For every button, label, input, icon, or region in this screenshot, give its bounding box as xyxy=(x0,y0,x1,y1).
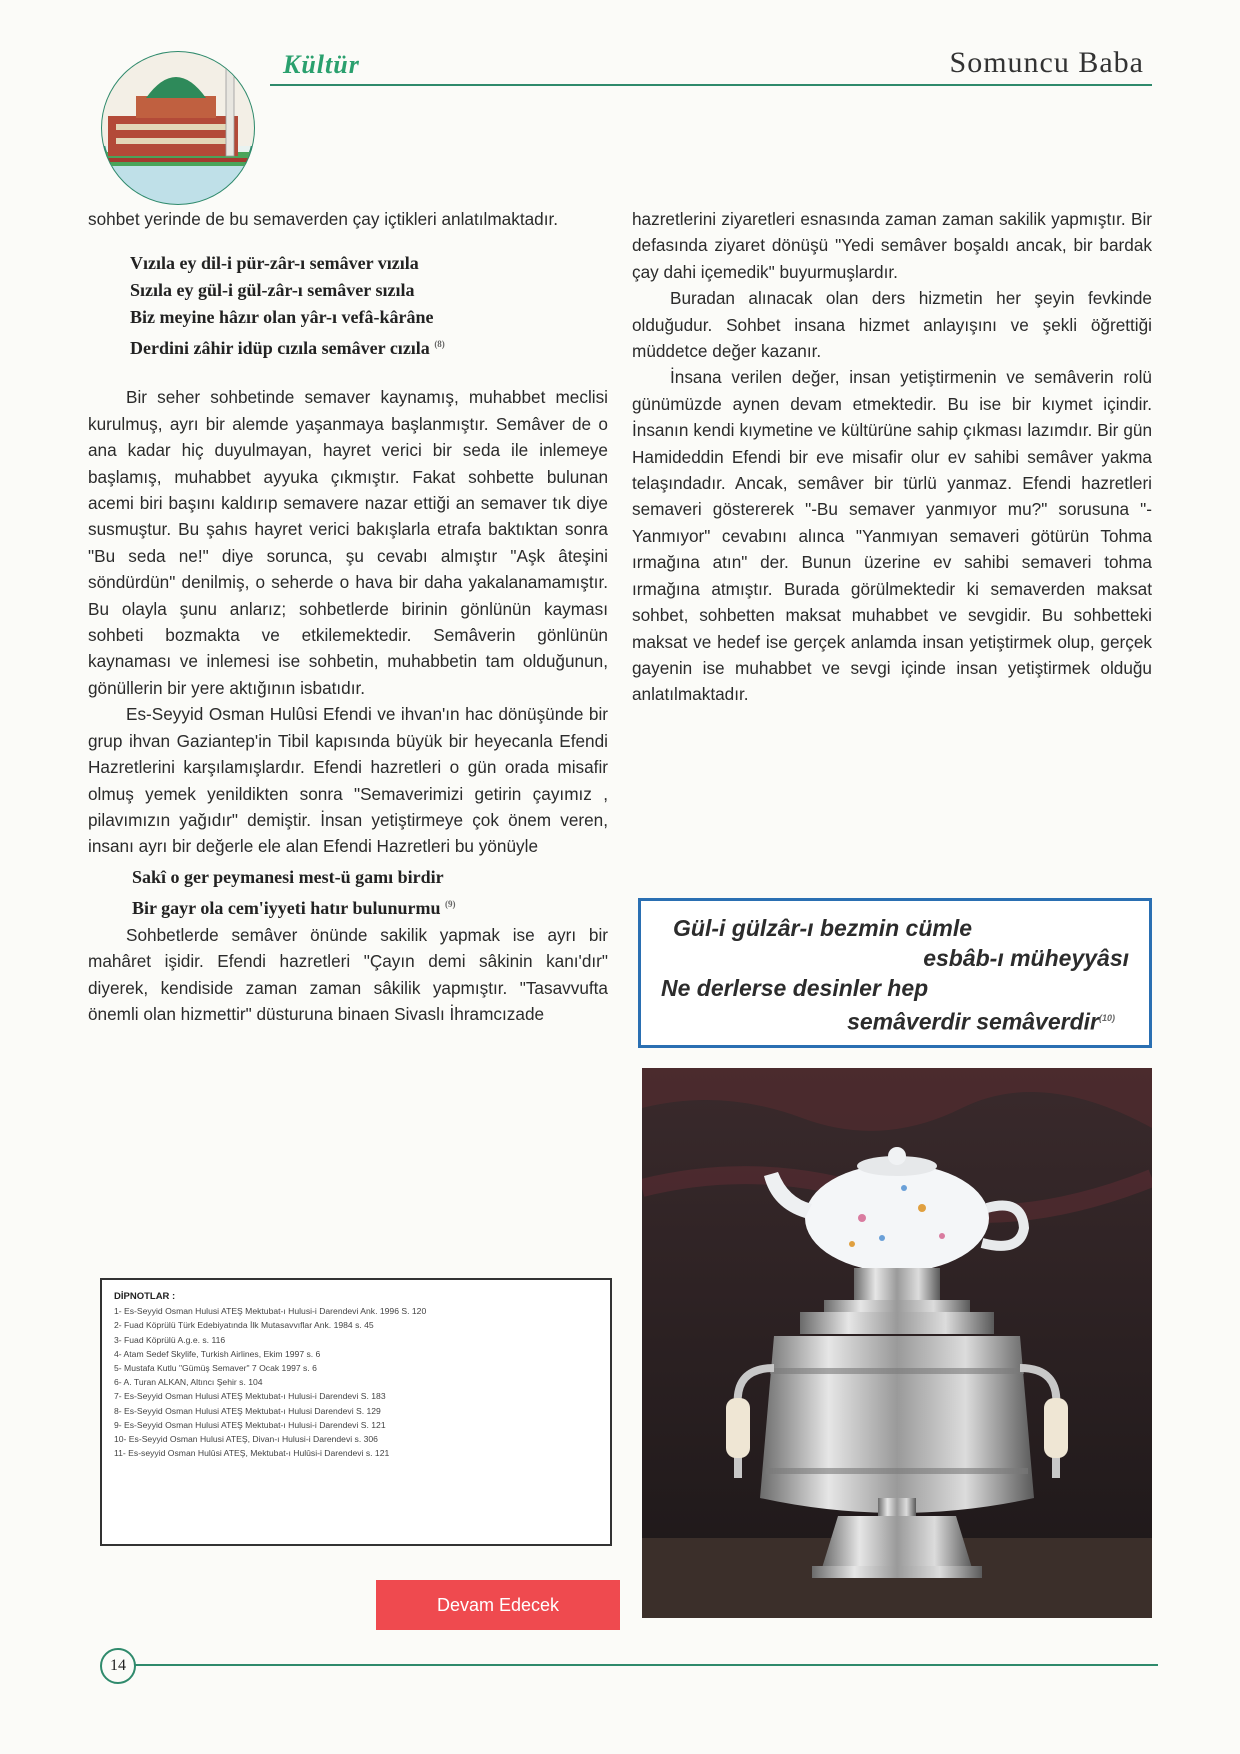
mosque-emblem-icon xyxy=(86,46,286,206)
footnote-ref: (9) xyxy=(445,898,456,909)
footnote-item: 3- Fuad Köprülü A.g.e. s. 116 xyxy=(114,1334,226,1345)
poem-line: Vızıla ey dil-i pür-zâr-ı semâver vızıla xyxy=(130,253,419,274)
poem-line: Sakî o ger peymanesi mest-ü gamı birdir xyxy=(132,866,444,887)
quote-line: Ne derlerse desinler hep xyxy=(661,975,929,1001)
poem-line: Sızıla ey gül-i gül-zâr-ı semâver sızıla xyxy=(130,280,415,301)
poem-line: Biz meyine hâzır olan yâr-ı vefâ-kârâne xyxy=(130,307,434,328)
page-number: 14 xyxy=(100,1648,136,1684)
footnote-item: 6- A. Turan ALKAN, Altıncı Şehir s. 104 xyxy=(114,1377,263,1388)
paragraph: Sohbetlerde semâver önünde sakilik yapmak ise ayrı bir mahâret işidir. Efendi hazretleri "Çayın demi sâkinin kanı'dır" diyerek, kendiside zaman zaman sâkilik yapmıştır. "Tasavvufta önemli olan hizmettir" düsturuna binaen Sivaslı İhramcızade xyxy=(88,924,608,1024)
footnote-item: 10- Es-Seyyid Osman Hulusi ATEŞ, Divan-ı Hulusi-i Darendevi s. 306 xyxy=(114,1434,378,1445)
paragraph: Buradan alınacak olan ders hizmetin her şeyin fevkinde olduğudur. Sohbet insana hizmet anlayışını ve şekli öğrettiği müddetce değer kazanır. xyxy=(632,288,1152,362)
quote-box xyxy=(638,898,1152,1048)
paragraph: hazretlerini ziyaretleri esnasında zaman zaman sakilik yapmıştır. Bir defasında ziyaret dönüşü "Yedi semâver boşaldı ancak, bir bardak çay dahi içemedik" buyurmuşlardır. xyxy=(632,209,1152,282)
footnotes-title: DİPNOTLAR : xyxy=(114,1291,176,1302)
section-label: Kültür xyxy=(283,50,360,79)
header-divider xyxy=(270,84,1152,86)
footnote-item: 9- Es-Seyyid Osman Hulusi ATEŞ Mektubat-ı Hulusi-i Darendevi S. 121 xyxy=(114,1419,386,1430)
footnote-item: 1- Es-Seyyid Osman Hulusi ATEŞ Mektubat-ı Hulusi-i Darendevi Ank. 1996 S. 120 xyxy=(114,1306,427,1317)
footnote-item: 2- Fuad Köprülü Türk Edebiyatında İlk Mutasavvıflar Ank. 1984 s. 45 xyxy=(114,1320,374,1331)
footnote-ref: (10) xyxy=(1098,1013,1115,1023)
left-column xyxy=(88,206,608,1027)
poem-line: Bir gayr ola cem'iyyeti hatır bulunurmu xyxy=(132,897,441,918)
paragraph: Es-Seyyid Osman Hulûsi Efendi ve ihvan'ın hac dönüşünde bir grup ihvan Gaziantep'in Tibil kapısında büyük bir heyecanla Efendi Hazretlerini karşılamışlardır. Efendi hazretleri o gün orada misafir olmuş yemek yenildikten sonra "Semaverimizi getirin çayımız , pilavımızın yağıdır" demiştir. İnsan yetiştirmeye çok önem veren, insanı ayrı bir değerle ele alan Efendi Hazretleri bu yönüyle xyxy=(88,704,608,857)
paragraph: Bir seher sohbetinde semaver kaynamış, muhabbet meclisi kurulmuş, ayrı bir alemde yaşanmaya başlanmıştır. Semâver de o ana kadar hiç duyulmayan, hayret verici bir seda ile inlemeye başlamış, muhabbet ayyuka çıkmıştır. Fakat sohbette bulunan acemi biri başını kaldırıp semavere nazar ettiği an semaver tık diye susmuştur. Bu şahıs hayret verici bakışlarla etrafa baktıktan sonra "Bu seda ne!" diye sorunca, şu cevabı almıştır "Aşk âteşini söndürdün" denilmiş, o seherde o hava bir daha yakalanamamıştır. Bu olayla şunu anlarız; sohbetlerde birinin gönlünün kayması sohbeti bozmakta ve etkilemektedir. Semâverin gönlünün kaynaması ve inlemesi ise sohbetin, muhabbetin tam olduğunun, gönüllerin bir yere aktığının isbatıdır. xyxy=(88,387,608,698)
continue-label: Devam Edecek xyxy=(376,1580,620,1630)
footer-divider xyxy=(126,1664,1158,1666)
footnote-item: 4- Atam Sedef Skylife, Turkish Airlines, Ekim 1997 s. 6 xyxy=(114,1348,321,1359)
poem-line: Derdini zâhir idüp cızıla semâver cızıla xyxy=(130,338,430,359)
samovar-photo xyxy=(642,1068,1152,1618)
quote-line: Gül-i gülzâr-ı bezmin cümle xyxy=(673,915,973,941)
paragraph: sohbet yerinde de bu semaverden çay içtikleri anlatılmaktadır. xyxy=(88,209,559,229)
footnote-item: 7- Es-Seyyid Osman Hulusi ATEŞ Mektubat-ı Hulusi-i Darendevi S. 183 xyxy=(114,1391,386,1402)
poem-block xyxy=(132,864,608,922)
paragraph: İnsana verilen değer, insan yetiştirmenin ve semâverin rolü günümüzde aynen devam etmektedir. Bu ise bir kıymet içindir. İnsanın kendi kıymetine ve kültürüne sahip çıkması lazımdır. Bir gün Hamideddin Efendi bir eve misafir olur ev sahibi semâver yakma telaşındadır. Ancak, semâver bir türlü yanmaz. Efendi hazretleri semaveri göstererek "-Bu semaver yanmıyor mu?" sorusuna "-Yanmıyor" cevabını alınca "Yanmıyan semaveri götürün Tohma ırmağına atın" der. Bunun üzerine ev sahibi semaveri tohma ırmağına atmıştır. Burada görülmektedir ki semaverden maksat sohbet, sohbetten maksat muhabbet ve sevgidir. Bu sohbetteki maksat ve hedef ise gerçek anlamda insan yetiştirmek olup, gerçek gayenin ise muhabbet ve sevgi içinde insan yetiştirmek olduğu anlatılmaktadır. xyxy=(632,367,1152,705)
footnote-item: 5- Mustafa Kutlu "Gümüş Semaver" 7 Ocak 1997 s. 6 xyxy=(114,1363,317,1374)
poem-block xyxy=(130,250,608,362)
footnote-item: 8- Es-Seyyid Osman Hulusi ATEŞ Mektubat-ı Hulusi Darendevi S. 129 xyxy=(114,1405,381,1416)
footnote-ref: (8) xyxy=(434,339,445,350)
right-column xyxy=(632,206,1152,708)
footnotes-box xyxy=(100,1278,612,1546)
footnote-item: 11- Es-seyyid Osman Hulûsi ATEŞ, Mektubat-ı Hulûsi-i Darendevi s. 121 xyxy=(114,1448,390,1459)
quote-line: semâverdir semâverdir xyxy=(847,1008,1099,1035)
quote-line: esbâb-ı müheyyâsı xyxy=(923,945,1129,971)
magazine-title: Somuncu Baba xyxy=(949,46,1144,79)
